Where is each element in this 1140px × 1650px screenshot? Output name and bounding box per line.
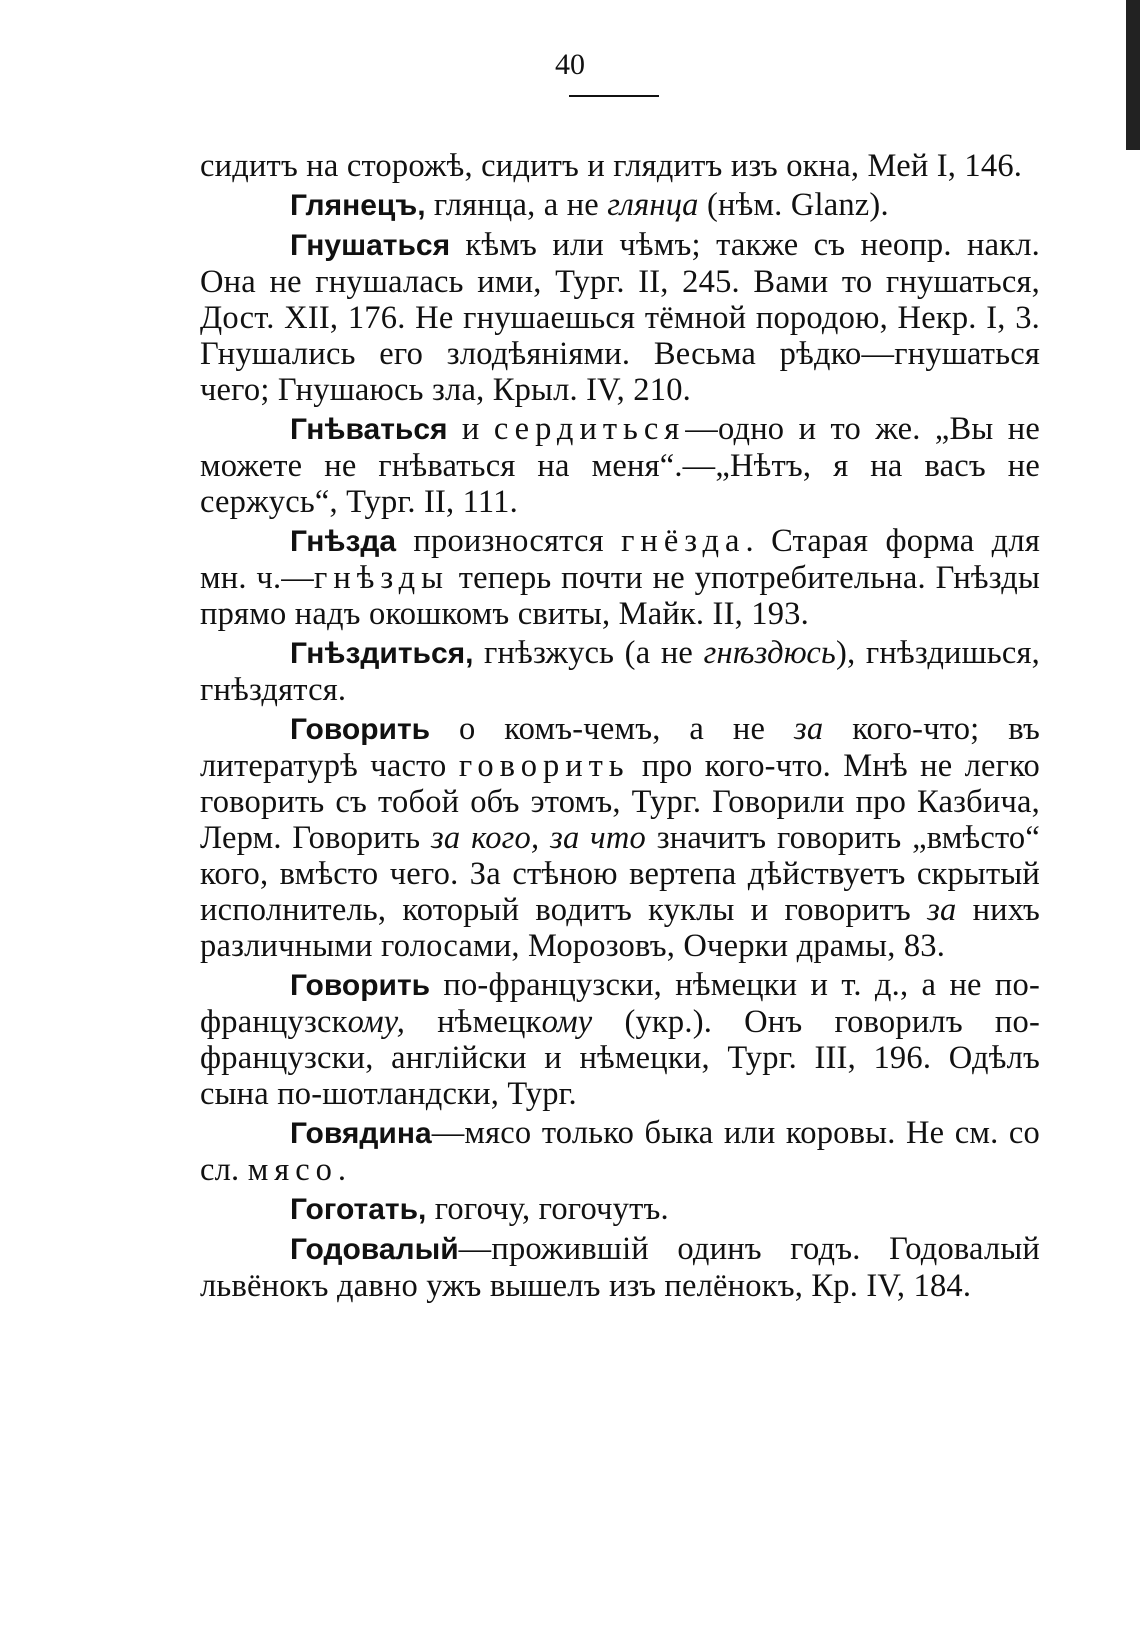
entry-text: (укр.). Онъ говорилъ по-французски, англійски и нѣмецки, Тург. III, 196. Одѣлъ сына по-шотландски, Тург. [200,1004,1040,1112]
italic-form: ому, [347,1004,406,1040]
entry-text: глянца, а не [425,187,608,223]
italic-form: ому [541,1004,593,1040]
entry-text: произносятся [396,523,622,559]
headword: Гнушаться [290,229,451,262]
entry-text: нихъ различными голосами, Морозовъ, Очерки драмы, 83. [200,892,1040,964]
entry-text: значитъ говорить „вмѣсто“ кого, вмѣсто чего. За стѣною вертепа дѣйствуетъ скрытый исполнитель, который водитъ куклы и говоритъ [200,820,1040,928]
entry-text: теперь почти не употребительна. Гнѣзды прямо надъ окошкомъ свиты, Майк. II, 193. [200,560,1040,632]
spaced-form: мясо [247,1152,338,1188]
entry-text: гогочу, гогочутъ. [426,1191,669,1227]
entry-text: по-французски, нѣмецки и т. д., а не по-французск [200,967,1040,1040]
italic-form: за [927,892,957,928]
entry-text: . Старая форма для мн. ч.— [200,523,1040,596]
dictionary-entry [200,227,1040,408]
headword: Говядина [290,1117,432,1150]
dictionary-entry [200,411,1040,520]
spaced-form: сердиться [493,411,686,447]
page-number: 40 [555,48,585,81]
italic-form: за кого, за что [431,820,646,856]
dictionary-entry [200,1191,1040,1228]
spaced-form: говорить [458,748,630,784]
entry-text: —прожившій одинъ годъ. Годовалый львёнокъ давно ужъ вышелъ изъ пелёнокъ, Кр. IV, 184. [200,1231,1040,1304]
italic-form: глянцa [607,187,699,223]
continued-entry [200,148,1040,184]
headword: Говорить [290,713,431,746]
headword: Гоготать, [290,1193,427,1226]
page-number-rule [569,95,659,97]
headword: Говорить [290,969,431,1002]
italic-form: гнѣздюсь [703,635,837,671]
entry-text: —мясо только быка или коровы. Не см. со сл. [200,1115,1040,1188]
entry-text: —одно и то же. „Вы не можете не гнѣваться на меня“.—„Нѣтъ, я на васъ не сержусь“, Тург. II, 111. [200,411,1040,520]
entry-text: про кого-что. Мнѣ не легко говорить съ тобой объ этомъ, Тург. Говорили про Казбича, Лерм. Говорить [200,748,1040,856]
headword: Глянецъ, [290,189,426,222]
dictionary-entry [200,967,1040,1112]
headword: Годовалый [290,1233,459,1266]
entry-text: кого-что; въ литературѣ часто [200,711,1041,784]
dictionary-entry [200,635,1040,708]
dictionary-entry [200,187,1040,224]
headword: Гнѣзда [290,525,397,558]
entry-text: гнѣзжусь (а не [473,635,704,671]
entry-text: кѣмъ или чѣмъ; также съ неопр. накл. Она не гнушалась ими, Тург. II, 245. Вами то гнушаться, Дост. XII, 176. Не гнушаешься тёмной породою, Некр. I, 3. Гнушались его злодѣяніями. Весьма рѣдко—гнушаться чего; Гнушаюсь зла, Крыл. IV, 210. [200,227,1040,408]
entry-text: ), гнѣздишься, гнѣздятся. [200,635,1040,708]
entry-text: о комъ-чемъ, а не [430,711,794,747]
entry-text: (нѣм. Glanz). [698,187,889,223]
spaced-form: гнёзда [621,523,746,559]
dictionary-entry [200,711,1040,964]
dictionary-entry [200,523,1040,632]
dictionary-text-column [200,148,1040,1307]
dictionary-entry [200,1115,1040,1188]
entry-text: и [447,411,494,447]
headword: Гнѣздиться, [290,637,474,670]
spaced-form: гнѣзды [313,560,449,596]
italic-form: за [794,711,824,747]
entry-text: нѣмецк [405,1004,542,1040]
headword: Гнѣваться [290,413,448,446]
entry-text: сидитъ на сторожѣ, сидитъ и глядитъ изъ окна, Мей I, 146. [200,148,1023,184]
dictionary-entry [200,1231,1040,1304]
entry-text: . [337,1152,347,1188]
